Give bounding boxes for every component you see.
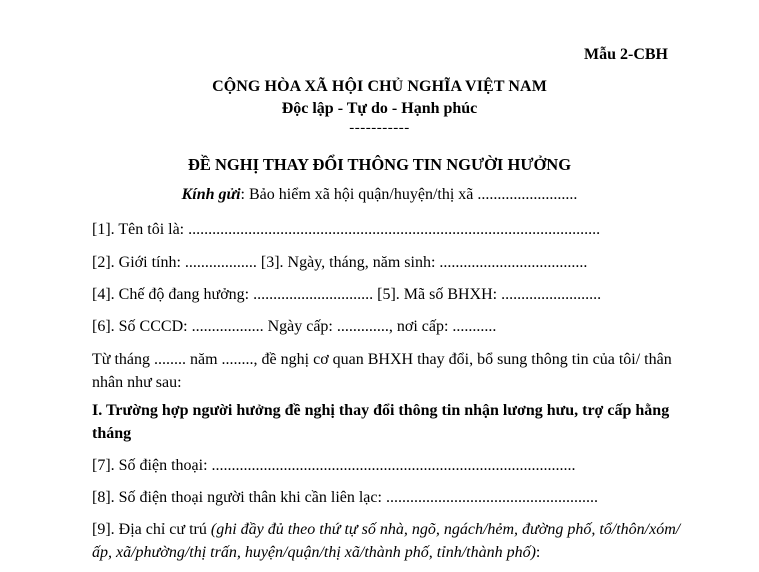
form-code: Mẫu 2-CBH <box>584 46 668 63</box>
document-title: ĐỀ NGHỊ THAY ĐỔI THÔNG TIN NGƯỜI HƯỞNG <box>187 155 572 174</box>
section-1-title: I. Trường hợp người hưởng đề nghị thay đổi thông tin nhận lương hưu, trợ cấp hằng tháng <box>92 402 670 442</box>
field-phone: [7]. Số điện thoại: ........................................................................................... <box>92 457 576 474</box>
national-title: CỘNG HÒA XÃ HỘI CHỦ NGHĨA VIỆT NAM <box>212 78 547 95</box>
recipient-text: : Bảo hiểm xã hội quận/huyện/thị xã ......................... <box>240 186 578 203</box>
field-regime-bhxh: [4]. Chế độ đang hưởng: .............................. [5]. Mã số BHXH: ......................... <box>92 286 602 303</box>
field-address-label: [9]. Địa chỉ cư trú <box>92 521 211 538</box>
header-separator: ----------- <box>349 120 410 136</box>
request-paragraph: Từ tháng ........ năm ........, đề nghị cơ quan BHXH thay đổi, bổ sung thông tin của tôi/ thân nhân như sau: <box>92 351 672 391</box>
field-address <box>92 518 682 564</box>
field-relative-phone: [8]. Số điện thoại người thân khi cần liên lạc: ..................................................... <box>92 489 598 506</box>
recipient-line <box>0 186 759 204</box>
national-motto: Độc lập - Tự do - Hạnh phúc <box>281 100 478 117</box>
field-id-card: [6]. Số CCCD: .................. Ngày cấp: ............., nơi cấp: ........... <box>92 318 497 335</box>
recipient-label: Kính gửi <box>181 186 241 203</box>
field-address-hint: (ghi đầy đủ theo thứ tự số nhà, ngõ, ngách/hẻm, đường phố, tổ/thôn/xóm/ấp, xã/phường/thị trấn, huyện/quận/thị xã/thành phố, tỉnh/thành phố) <box>92 521 681 561</box>
field-name: [1]. Tên tôi là: ....................................................................................................... <box>92 221 601 238</box>
field-gender-dob: [2]. Giới tính: .................. [3]. Ngày, tháng, năm sinh: ..................................... <box>92 254 588 271</box>
field-address-colon: : <box>535 544 541 561</box>
